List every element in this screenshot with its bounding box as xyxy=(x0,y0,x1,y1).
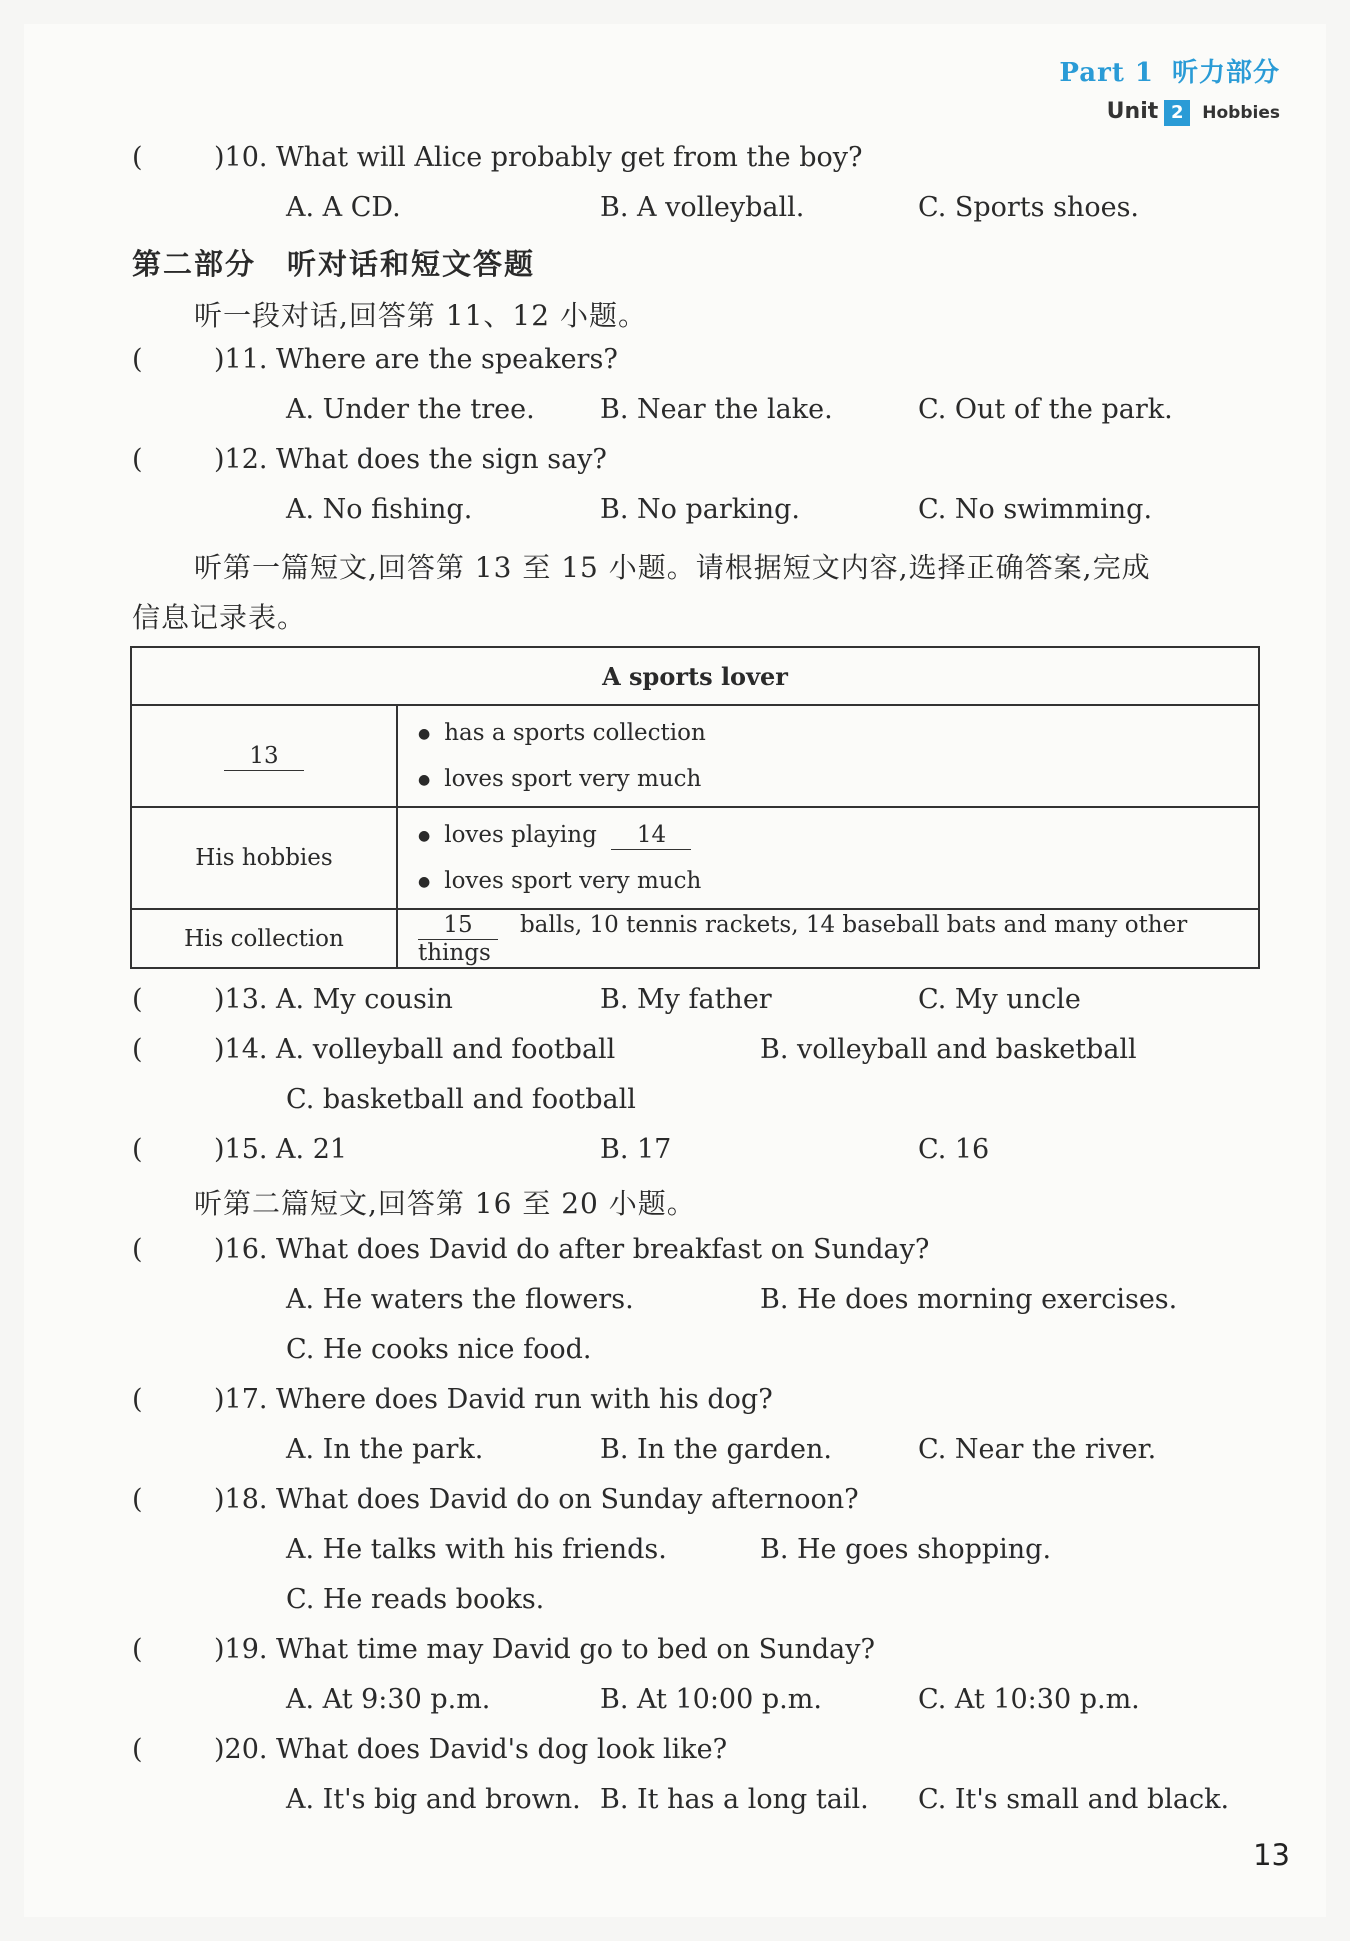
option-c: C. He cooks nice food. xyxy=(286,1334,592,1365)
answer-paren[interactable]: ( xyxy=(132,1484,143,1515)
unit-title xyxy=(1059,99,1280,126)
option-a: A. It's big and brown. xyxy=(286,1784,581,1815)
bullet-item: ● loves sport very much xyxy=(418,756,1257,802)
option-a: A. Under the tree. xyxy=(286,394,535,425)
option-c: C. 16 xyxy=(918,1134,990,1165)
answer-blank-14[interactable]: 14 xyxy=(611,821,691,850)
answer-paren[interactable]: ( xyxy=(132,984,143,1015)
option-b: B. volleyball and basketball xyxy=(760,1034,1137,1065)
page-number: 13 xyxy=(1253,1838,1290,1872)
option-a: A. At 9:30 p.m. xyxy=(286,1684,491,1715)
instruction-continued: 信息记录表。 xyxy=(132,601,307,634)
table-cell xyxy=(397,807,1259,909)
option-c: C. basketball and football xyxy=(286,1084,636,1115)
bullet-item: ● loves sport very much xyxy=(418,858,1257,904)
option-c: C. My uncle xyxy=(918,984,1081,1015)
option-a: A. A CD. xyxy=(286,192,401,223)
question-text-option-a: )14. A. volleyball and football xyxy=(214,1034,616,1065)
unit-name: Hobbies xyxy=(1202,103,1280,123)
table-cell xyxy=(397,705,1259,807)
option-b: B. My father xyxy=(600,984,772,1015)
answer-paren[interactable]: ( xyxy=(132,1384,143,1415)
option-b: B. A volleyball. xyxy=(600,192,805,223)
instruction: 听一段对话,回答第 11、12 小题。 xyxy=(194,299,647,332)
option-b: B. Near the lake. xyxy=(600,394,833,425)
unit-label: Unit xyxy=(1106,99,1159,124)
answer-paren[interactable]: ( xyxy=(132,142,143,173)
collection-text: balls, 10 tennis rackets, 14 baseball bats and many other things xyxy=(418,912,1188,966)
option-c: C. It's small and black. xyxy=(918,1784,1230,1815)
part-title xyxy=(1059,52,1280,89)
option-c: C. He reads books. xyxy=(286,1584,545,1615)
option-a: A. No fishing. xyxy=(286,494,473,525)
table-row-label: His collection xyxy=(131,909,397,968)
table-title: A sports lover xyxy=(131,647,1259,705)
question-text: )18. What does David do on Sunday afternoon? xyxy=(214,1484,859,1515)
answer-blank-15[interactable]: 15 xyxy=(418,911,498,940)
answer-paren[interactable]: ( xyxy=(132,1234,143,1265)
answer-paren[interactable]: ( xyxy=(132,1134,143,1165)
table-row-label: His hobbies xyxy=(131,807,397,909)
option-c: C. Out of the park. xyxy=(918,394,1173,425)
option-c: C. Near the river. xyxy=(918,1434,1157,1465)
question-text: )16. What does David do after breakfast on Sunday? xyxy=(214,1234,930,1265)
question-text: )12. What does the sign say? xyxy=(214,444,607,475)
part-label: Part 1 xyxy=(1059,58,1154,88)
table-row-label xyxy=(131,705,397,807)
option-a: A. In the park. xyxy=(286,1434,484,1465)
option-b: B. 17 xyxy=(600,1134,672,1165)
option-b: B. In the garden. xyxy=(600,1434,832,1465)
bullet-item xyxy=(418,812,1257,858)
option-b: B. It has a long tail. xyxy=(600,1784,869,1815)
section-cn-label: 听力部分 xyxy=(1171,58,1280,88)
bullet-text: loves playing xyxy=(444,822,597,848)
option-a: A. He talks with his friends. xyxy=(286,1534,667,1565)
instruction: 听第一篇短文,回答第 13 至 15 小题。请根据短文内容,选择正确答案,完成 xyxy=(194,551,1151,584)
question-text-option-a: )15. A. 21 xyxy=(214,1134,348,1165)
info-table xyxy=(130,646,1260,969)
option-b: B. At 10:00 p.m. xyxy=(600,1684,822,1715)
option-c: C. Sports shoes. xyxy=(918,192,1140,223)
option-a: A. He waters the flowers. xyxy=(286,1284,634,1315)
table-cell xyxy=(397,909,1259,968)
option-b: B. He does morning exercises. xyxy=(760,1284,1178,1315)
answer-blank-13[interactable]: 13 xyxy=(224,742,304,771)
question-text-option-a: )13. A. My cousin xyxy=(214,984,453,1015)
question-text: )17. Where does David run with his dog? xyxy=(214,1384,773,1415)
answer-paren[interactable]: ( xyxy=(132,344,143,375)
answer-paren[interactable]: ( xyxy=(132,1034,143,1065)
option-b: B. No parking. xyxy=(600,494,801,525)
answer-paren[interactable]: ( xyxy=(132,1634,143,1665)
section-title: 第二部分 听对话和短文答题 xyxy=(132,247,536,281)
answer-paren[interactable]: ( xyxy=(132,1734,143,1765)
question-text: )10. What will Alice probably get from the boy? xyxy=(214,142,863,173)
bullet-item: ● has a sports collection xyxy=(418,710,1257,756)
question-text: )19. What time may David go to bed on Sunday? xyxy=(214,1634,875,1665)
question-text: )20. What does David's dog look like? xyxy=(214,1734,728,1765)
question-text: )11. Where are the speakers? xyxy=(214,344,618,375)
option-c: C. No swimming. xyxy=(918,494,1153,525)
instruction: 听第二篇短文,回答第 16 至 20 小题。 xyxy=(194,1187,696,1220)
option-b: B. He goes shopping. xyxy=(760,1534,1052,1565)
unit-number-badge: 2 xyxy=(1164,100,1190,126)
page-header xyxy=(1059,52,1280,126)
answer-paren[interactable]: ( xyxy=(132,444,143,475)
option-c: C. At 10:30 p.m. xyxy=(918,1684,1140,1715)
